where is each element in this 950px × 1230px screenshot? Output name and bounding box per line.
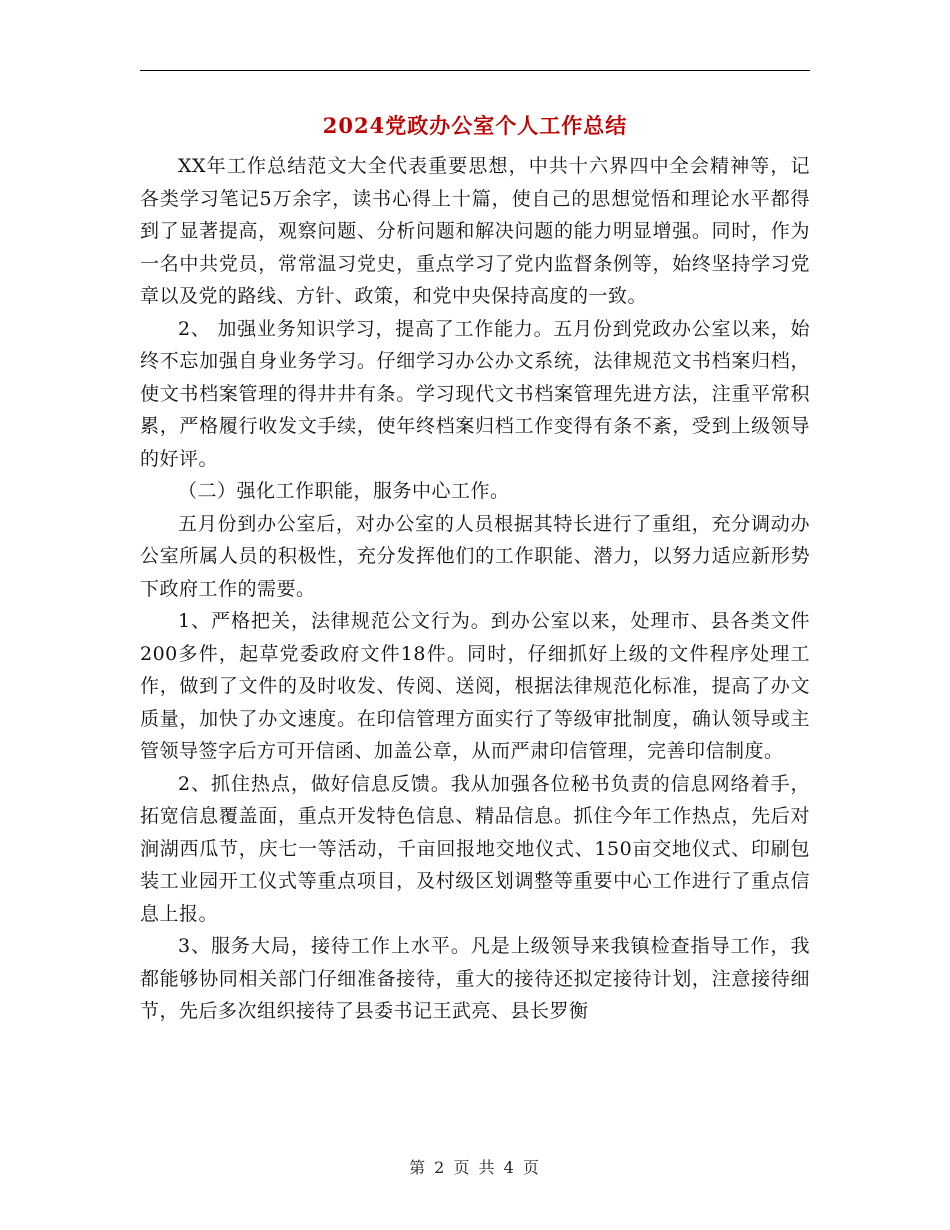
- section-heading: （二）强化工作职能，服务中心工作。: [178, 480, 510, 502]
- paragraph: 3、服务大局，接待工作上水平。凡是上级领导来我镇检查指导工作，我都能够协同相关部门仔细准备接待，重大的接待还拟定接待计划，注意接待细节，先后多次组织接待了县委书记王武亮、县长罗衡: [140, 935, 810, 1022]
- page-number-footer: 第 2 页 共 4 页: [409, 1158, 541, 1177]
- paragraph: 五月份到办公室后，对办公室的人员根据其特长进行了重组，充分调动办公室所属人员的积极性，充分发挥他们的工作职能、潜力，以努力适应新形势下政府工作的需要。: [140, 512, 810, 600]
- document-title: 2024党政办公室个人工作总结: [322, 113, 628, 138]
- header-rule: [140, 70, 810, 71]
- paragraph: 1、严格把关，法律规范公文行为。到办公室以来，处理市、县各类文件200多件，起草党委政府文件18件。同时，仔细抓好上级的文件程序处理工作，做到了文件的及时收发、传阅、送阅，根据法律规范化标准，提高了办文质量，加快了办文速度。在印信管理方面实行了等级审批制度，确认领导或主管领导签字后方可开信函、加盖公章，从而严肃印信管理，完善印信制度。: [140, 610, 810, 762]
- document-body: [140, 150, 810, 1028]
- paragraph: XX年工作总结范文大全代表重要思想，中共十六界四中全会精神等，记各类学习笔记5万余字，读书心得上十篇，使自己的思想觉悟和理论水平都得到了显著提高，观察问题、分析问题和解决问题的能力明显增强。同时，作为一名中共党员，常常温习党史，重点学习了党内监督条例等，始终坚持学习党章以及党的路线、方针、政策，和党中央保持高度的一致。: [140, 155, 810, 307]
- paragraph: 2、抓住热点，做好信息反馈。我从加强各位秘书负责的信息网络着手，拓宽信息覆盖面，重点开发特色信息、精品信息。抓住今年工作热点，先后对涧湖西瓜节，庆七一等活动，千亩回报地交地仪式、150亩交地仪式、印刷包装工业园开工仪式等重点项目，及村级区划调整等重要中心工作进行了重点信息上报。: [140, 772, 810, 925]
- paragraph: 2、 加强业务知识学习，提高了工作能力。五月份到党政办公室以来，始终不忘加强自身业务学习。仔细学习办公办文系统，法律规范文书档案归档，使文书档案管理的得井井有条。学习现代文书档案管理先进方法，注重平常积累，严格履行收发文手续，使年终档案归档工作变得有条不紊，受到上级领导的好评。: [140, 317, 810, 470]
